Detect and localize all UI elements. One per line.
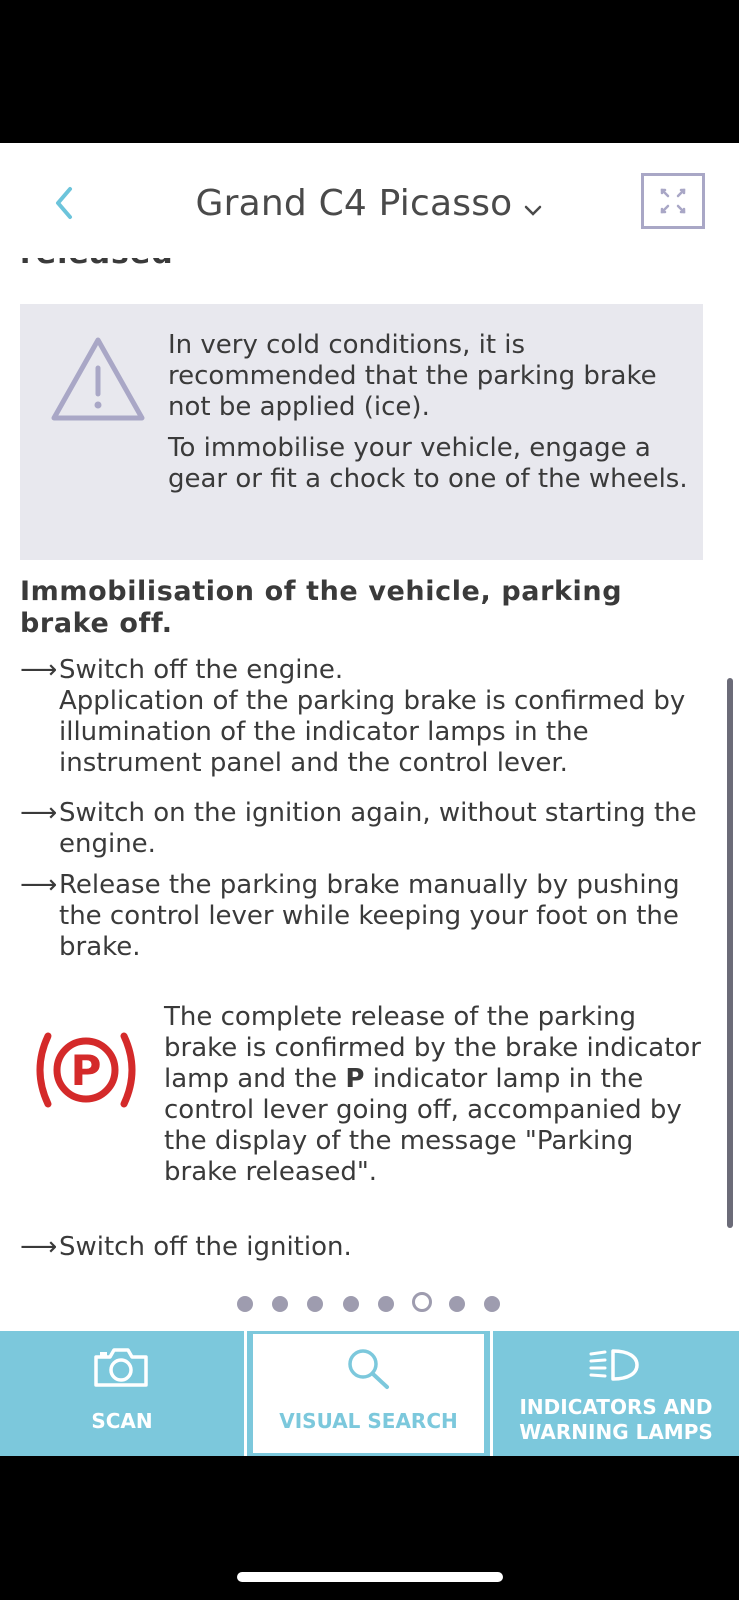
release-note-text: The complete release of the parking brake is confirmed by the brake indicator lamp and the — [164, 1002, 701, 1094]
step-item — [20, 870, 710, 963]
step-text: Release the parking brake manually by pushing the control lever while keeping your foot on the brake. — [59, 870, 680, 962]
indicators-button[interactable] — [493, 1331, 739, 1456]
arrow-icon: ⟶ — [20, 798, 58, 828]
nav-divider — [244, 1331, 247, 1456]
visual-search-button[interactable] — [250, 1331, 487, 1456]
indicators-label-line1: INDICATORS AND — [519, 1395, 713, 1419]
step-text: Switch off the engine. — [59, 655, 344, 685]
step-detail: Application of the parking brake is confirmed by illumination of the indicator lamps in the instrument panel and the control lever. — [59, 686, 686, 778]
arrow-icon: ⟶ — [20, 655, 58, 685]
arrow-icon: ⟶ — [20, 1232, 58, 1262]
page-dot[interactable] — [272, 1296, 288, 1312]
scrollbar[interactable] — [727, 678, 733, 1228]
release-note — [164, 1002, 704, 1188]
page-dot[interactable] — [237, 1296, 253, 1312]
bottom-nav — [0, 1331, 739, 1456]
section-title: Immobilisation of the vehicle, parking brake off. — [20, 576, 623, 639]
page-dot[interactable] — [343, 1296, 359, 1312]
expand-icon — [644, 176, 702, 226]
parking-brake-letter: P — [70, 1046, 102, 1095]
warning-box — [20, 304, 703, 560]
release-note-text: indicator lamp in the control lever going off, accompanied by the display of the message "Parking brake released". — [164, 1064, 682, 1187]
release-note-bold: P — [345, 1064, 365, 1094]
scan-button[interactable] — [0, 1331, 244, 1456]
manual-sheet — [0, 143, 739, 1456]
page-dot[interactable] — [449, 1296, 465, 1312]
warning-paragraph: In very cold conditions, it is recommended that the parking brake not be applied (ice). — [168, 330, 657, 422]
parking-brake-icon — [30, 1028, 142, 1112]
step-item — [20, 798, 710, 860]
header — [0, 143, 739, 258]
page-dot[interactable] — [484, 1296, 500, 1312]
step-text: Switch off the ignition. — [59, 1232, 352, 1262]
page-indicator — [0, 1290, 739, 1314]
search-icon — [343, 1344, 395, 1392]
expand-button[interactable] — [641, 173, 705, 229]
scan-label: SCAN — [91, 1409, 153, 1433]
step-item — [20, 1232, 710, 1263]
headlight-icon — [585, 1345, 641, 1385]
step-item — [20, 655, 710, 779]
warning-text — [168, 330, 688, 505]
dropdown-chevron-icon — [523, 204, 543, 218]
manual-content[interactable] — [0, 258, 739, 1288]
warning-paragraph: To immobilise your vehicle, engage a gear or fit a chock to one of the wheels. — [168, 433, 688, 494]
camera-icon — [92, 1345, 150, 1389]
page-dot[interactable] — [378, 1296, 394, 1312]
warning-triangle-icon — [48, 334, 148, 426]
page-dot-active[interactable] — [412, 1292, 432, 1312]
page-dot[interactable] — [307, 1296, 323, 1312]
page-title: Grand C4 Picasso — [195, 183, 513, 224]
model-selector[interactable] — [0, 183, 739, 224]
step-text: Switch on the ignition again, without starting the engine. — [59, 798, 697, 859]
visual-search-label: VISUAL SEARCH — [279, 1409, 458, 1433]
home-indicator[interactable] — [237, 1572, 503, 1582]
indicators-label-line2: WARNING LAMPS — [519, 1420, 713, 1444]
arrow-icon: ⟶ — [20, 870, 58, 900]
